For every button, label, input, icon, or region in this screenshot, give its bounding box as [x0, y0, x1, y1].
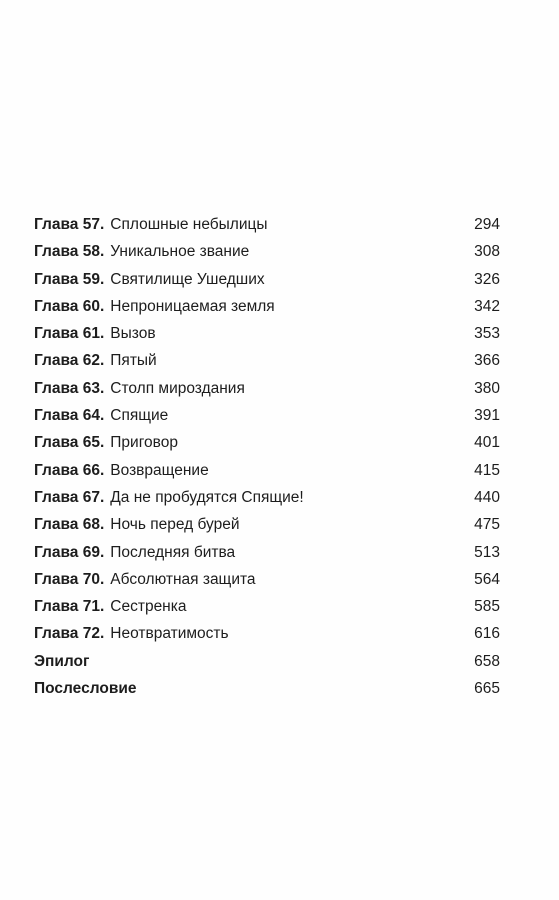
chapter-title: Ночь перед бурей	[110, 516, 240, 534]
toc-entry-chapter-70	[34, 566, 500, 593]
toc-entry-text	[34, 429, 178, 456]
page-number: 353	[474, 325, 500, 343]
toc-entry-chapter-68	[34, 511, 500, 538]
toc-entry-chapter-67	[34, 484, 500, 511]
chapter-label: Глава 64.	[34, 407, 105, 425]
toc-entry-chapter-57	[34, 211, 500, 238]
chapter-label: Глава 57.	[34, 216, 105, 233]
chapter-label: Глава 62.	[34, 352, 105, 370]
page-number: 342	[474, 297, 500, 315]
toc-entry-epilogue	[34, 648, 500, 675]
toc-entry-chapter-61	[34, 320, 500, 347]
chapter-label: Глава 58.	[34, 243, 105, 261]
chapter-label: Глава 67.	[34, 488, 105, 506]
toc-entry-chapter-62	[34, 347, 500, 374]
toc-entry-text	[34, 238, 249, 265]
page-number: 585	[474, 598, 500, 616]
toc-entry-text	[34, 347, 157, 374]
toc-entry-chapter-71	[34, 593, 500, 620]
afterword-label: Послесловие	[34, 680, 137, 698]
chapter-title: Уникальное звание	[110, 243, 250, 261]
chapter-title: Неотвратимость	[110, 625, 229, 643]
toc-entry-text	[34, 511, 240, 538]
toc-entry-chapter-64	[34, 402, 500, 429]
toc-entry-chapter-60	[34, 293, 500, 320]
toc-entry-chapter-58	[34, 238, 500, 265]
chapter-title: Сплошные небылицы	[110, 216, 268, 233]
chapter-title: Приговор	[110, 434, 178, 452]
toc-entry-text	[34, 457, 209, 484]
chapter-label: Глава 70.	[34, 570, 105, 588]
page-number: 658	[474, 652, 500, 670]
toc-entry-text	[34, 266, 265, 293]
chapter-title: Возвращение	[110, 461, 209, 479]
table-of-contents	[34, 211, 500, 702]
toc-entry-text	[34, 375, 245, 402]
page-number: 513	[474, 543, 500, 561]
chapter-title: Вызов	[110, 325, 156, 343]
page-number: 665	[474, 680, 500, 698]
page-number: 401	[474, 434, 500, 452]
page-number: 475	[474, 516, 500, 534]
toc-entry-text	[34, 484, 304, 511]
toc-entry-text	[34, 402, 168, 429]
chapter-title: Непроницаемая земля	[110, 297, 275, 315]
chapter-title: Спящие	[110, 407, 169, 425]
page-number: 380	[474, 379, 500, 397]
toc-entry-text	[34, 620, 229, 647]
page-number: 564	[474, 570, 500, 588]
toc-entry-text	[34, 593, 187, 620]
chapter-label: Глава 63.	[34, 379, 105, 397]
chapter-title: Да не пробудятся Спящие!	[110, 488, 304, 506]
toc-entry-chapter-72	[34, 620, 500, 647]
toc-entry-chapter-63	[34, 375, 500, 402]
chapter-label: Глава 66.	[34, 461, 105, 479]
toc-entry-chapter-69	[34, 539, 500, 566]
chapter-title: Столп мироздания	[110, 379, 245, 397]
chapter-label: Глава 71.	[34, 598, 105, 616]
toc-entry-chapter-59	[34, 266, 500, 293]
toc-entry-chapter-65	[34, 429, 500, 456]
page-number: 326	[474, 270, 500, 288]
page-number: 308	[474, 243, 500, 261]
toc-entry-chapter-66	[34, 457, 500, 484]
chapter-label: Глава 72.	[34, 625, 105, 643]
chapter-title: Абсолютная защита	[110, 570, 256, 588]
toc-entry-afterword	[34, 675, 500, 702]
chapter-label: Глава 68.	[34, 516, 105, 534]
epilogue-label: Эпилог	[34, 652, 90, 670]
page-number: 440	[474, 488, 500, 506]
page-number: 616	[474, 625, 500, 643]
chapter-label: Глава 61.	[34, 325, 105, 343]
page-number: 366	[474, 352, 500, 370]
toc-entry-text	[34, 566, 256, 593]
chapter-label: Глава 59.	[34, 270, 105, 288]
chapter-title: Последняя битва	[110, 543, 236, 561]
page-number: 294	[474, 216, 500, 233]
chapter-title: Пятый	[110, 352, 157, 370]
chapter-label: Глава 60.	[34, 297, 105, 315]
toc-entry-text	[34, 211, 268, 238]
toc-entry-text	[34, 293, 275, 320]
chapter-label: Глава 65.	[34, 434, 105, 452]
chapter-title: Сестренка	[110, 598, 187, 616]
page-number: 415	[474, 461, 500, 479]
chapter-label: Глава 69.	[34, 543, 105, 561]
page-number: 391	[474, 407, 500, 425]
toc-entry-text	[34, 320, 156, 347]
toc-entry-text	[34, 539, 235, 566]
chapter-title: Святилище Ушедших	[110, 270, 265, 288]
